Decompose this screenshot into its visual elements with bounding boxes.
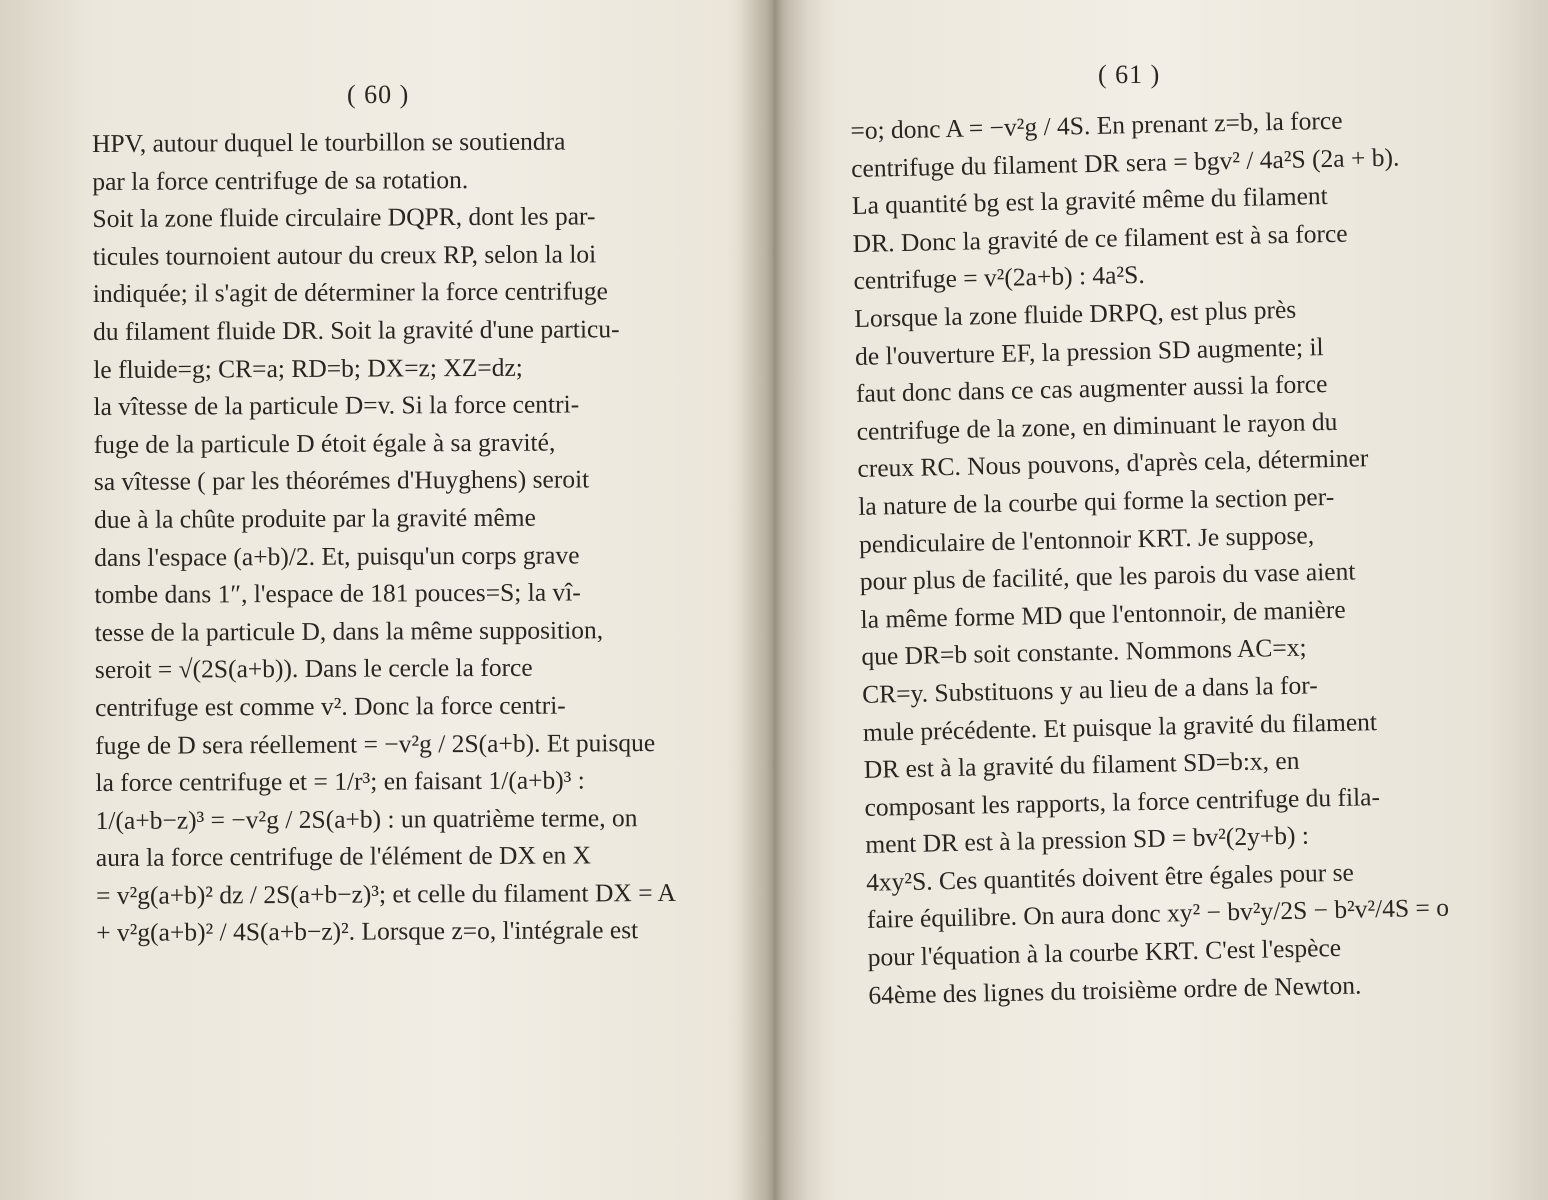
text-line: mule précédente. Et puisque la gravité du filament	[862, 706, 1378, 747]
text-line: =o; donc A = −v²g / 4S. En prenant z=b, la force	[850, 105, 1343, 145]
right-page-number: ( 61 )	[1098, 60, 1161, 89]
text-line: centrifuge de la zone, en diminuant le rayon du	[856, 406, 1338, 446]
text-line: seroit = √(2S(a+b)). Dans le cercle la force	[94, 653, 533, 685]
text-line: pour plus de facilité, que les parois du vase aient	[859, 556, 1356, 597]
text-line: la vîtesse de la particule D=v. Si la force centri-	[93, 389, 580, 422]
text-line: 4xy²S. Ces quantités doivent être égales pour se	[865, 857, 1355, 897]
text-line: creux RC. Nous pouvons, d'après cela, déterminer	[857, 443, 1369, 484]
text-line: 64ème des lignes du troisième ordre de Newton.	[868, 970, 1362, 1010]
text-line: pendiculaire de l'entonnoir KRT. Je suppose,	[858, 519, 1315, 559]
text-line: la même forme MD que l'entonnoir, de manière	[860, 594, 1346, 634]
left-page-text	[92, 122, 692, 952]
text-line: Soit la zone fluide circulaire DQPR, dont les par-	[92, 201, 596, 234]
text-line: par la force centrifuge de sa rotation.	[92, 164, 469, 196]
text-line: du filament fluide DR. Soit la gravité d'une particu-	[93, 314, 620, 346]
text-line: due à la chûte produite par la gravité même	[93, 502, 536, 534]
right-page-text	[850, 99, 1481, 1014]
text-line: ticules tournoient autour du creux RP, selon la loi	[92, 239, 597, 271]
text-line: La quantité bg est la gravité même du filament	[851, 181, 1329, 221]
text-line: ment DR est à la pression SD = bv²(2y+b) :	[865, 820, 1310, 860]
text-line: composant les rapports, la force centrifuge du fila-	[864, 781, 1381, 822]
text-line: = v²g(a+b)² dz / 2S(a+b−z)³; et celle du filament DX = A	[95, 877, 676, 910]
text-line: le fluide=g; CR=a; RD=b; DX=z; XZ=dz;	[93, 352, 523, 384]
text-line: 1/(a+b−z)³ = −v²g / 2S(a+b) : un quatrième terme, on	[95, 802, 638, 835]
text-line: de l'ouverture EF, la pression SD augmente; il	[854, 331, 1324, 371]
text-line: tombe dans 1″, l'espace de 181 pouces=S; la vî-	[94, 577, 581, 610]
text-line: dans l'espace (a+b)/2. Et, puisqu'un corps grave	[94, 539, 580, 572]
text-line: aura la force centrifuge de l'élément de DX en X	[95, 840, 592, 873]
text-line: indiquée; il s'agit de déterminer la force centrifuge	[92, 276, 609, 309]
text-line: la nature de la courbe qui forme la section per-	[857, 481, 1335, 521]
text-line: la force centrifuge et = 1/r³; en faisant 1/(a+b)³ :	[95, 765, 585, 798]
text-line: HPV, autour duquel le tourbillon se soutiendra	[92, 126, 566, 158]
text-line: sa vîtesse ( par les théorémes d'Huyghens) seroit	[93, 464, 590, 497]
text-line: centrifuge est comme v². Donc la force centri-	[94, 690, 566, 722]
text-line: pour l'équation à la courbe KRT. C'est l'espèce	[867, 932, 1342, 972]
text-line: centrifuge du filament DR sera = bgv² / 4a²S (2a + b).	[850, 142, 1400, 183]
text-line: DR. Donc la gravité de ce filament est à sa force	[852, 218, 1348, 258]
text-line: fuge de la particule D étoit égale à sa gravité,	[93, 427, 556, 459]
text-line: faut donc dans ce cas augmenter aussi la force	[855, 369, 1328, 409]
text-line: fuge de D sera réellement = −v²g / 2S(a+b). Et puisque	[95, 727, 656, 760]
text-line: + v²g(a+b)² / 4S(a+b−z)². Lorsque z=o, l'intégrale est	[96, 915, 639, 948]
text-line: CR=y. Substituons y au lieu de a dans la for-	[861, 670, 1318, 709]
text-line: tesse de la particule D, dans la même supposition,	[94, 615, 604, 647]
text-line: centrifuge = v²(2a+b) : 4a²S.	[853, 260, 1145, 296]
text-line: DR est à la gravité du filament SD=b:x, en	[863, 745, 1300, 784]
text-line: Lorsque la zone fluide DRPQ, est plus près	[854, 294, 1297, 333]
text-line: faire équilibre. On aura donc xy² − bv²y/2S − b²v²/4S = o	[866, 893, 1450, 935]
left-page-number: ( 60 )	[347, 80, 410, 109]
text-line: que DR=b soit constante. Nommons AC=x;	[861, 632, 1307, 672]
